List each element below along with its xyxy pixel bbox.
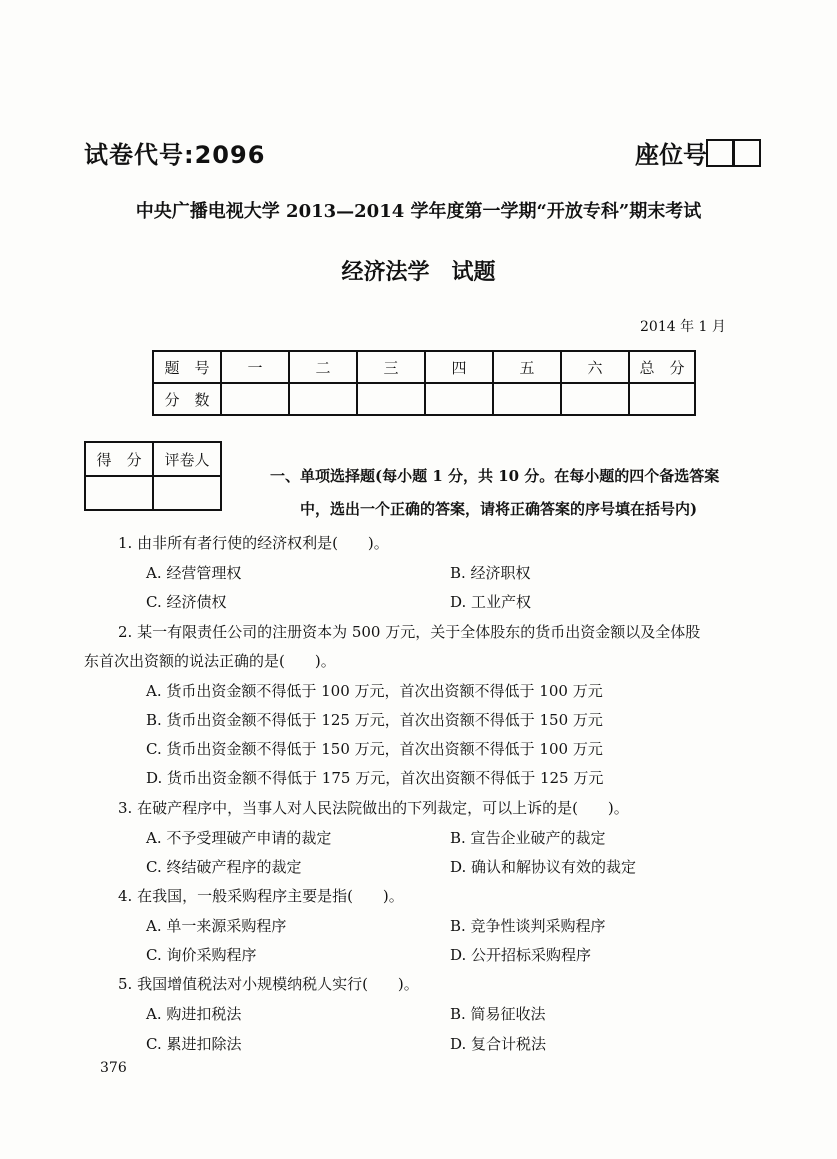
option-item: A. 经营管理权	[146, 564, 242, 582]
option-item: C. 累进扣除法	[146, 1035, 242, 1053]
score-table-cell: 题 号	[153, 351, 221, 383]
option-item: D. 公开招标采购程序	[450, 946, 592, 964]
score-entry-cell[interactable]	[357, 383, 425, 415]
score-entry-cell[interactable]	[629, 383, 695, 415]
seat-number	[635, 135, 761, 170]
option-item: D. 复合计税法	[450, 1035, 547, 1053]
score-table-cell: 总 分	[629, 351, 695, 383]
option-item: B. 宣告企业破产的裁定	[450, 829, 606, 847]
page-number: 376	[100, 1060, 127, 1076]
section-instructions-line2: 中，选出一个正确的答案，请将正确答案的序号填在括号内)	[300, 500, 698, 518]
option-item: B. 简易征收法	[450, 1005, 546, 1023]
question-stem: 5. 我国增值税法对小规模纳税人实行( )。	[118, 975, 419, 993]
option-item: A. 不予受理破产申请的裁定	[146, 829, 332, 847]
option-item: D. 货币出资金额不得低于 175 万元，首次出资额不得低于 125 万元	[146, 769, 604, 787]
subject-title: 经济法学 试题	[341, 259, 496, 285]
option-item: B. 经济职权	[450, 564, 531, 582]
grader-table-cell: 得 分	[85, 442, 153, 476]
question-stem: 2. 某一有限责任公司的注册资本为 500 万元，关于全体股东的货币出资金额以及全体股	[118, 623, 701, 641]
option-item: A. 单一来源采购程序	[146, 917, 287, 935]
seat-box-1[interactable]	[706, 139, 734, 167]
score-table-score-row	[153, 383, 695, 415]
section-instructions-line1: 一、单项选择题(每小题 1 分，共 10 分。在每小题的四个备选答案	[270, 467, 720, 485]
score-table-header-row	[153, 351, 695, 383]
score-entry-cell[interactable]	[561, 383, 629, 415]
seat-label: 座位号	[635, 141, 707, 169]
score-table-cell: 一	[221, 351, 289, 383]
option-item: A. 购进扣税法	[146, 1005, 242, 1023]
option-item: C. 货币出资金额不得低于 150 万元，首次出资额不得低于 100 万元	[146, 740, 603, 758]
score-entry-cell[interactable]	[221, 383, 289, 415]
question-stem: 4. 在我国，一般采购程序主要是指( )。	[118, 887, 404, 905]
score-table-cell: 三	[357, 351, 425, 383]
score-table-cell: 四	[425, 351, 493, 383]
grader-score-entry[interactable]	[85, 476, 153, 510]
score-table-cell: 二	[289, 351, 357, 383]
exam-date: 2014 年 1 月	[640, 319, 726, 335]
option-item: C. 终结破产程序的裁定	[146, 858, 302, 876]
score-entry-cell[interactable]	[493, 383, 561, 415]
score-entry-cell[interactable]	[425, 383, 493, 415]
option-item: D. 工业产权	[450, 593, 532, 611]
question-stem: 1. 由非所有者行使的经济权利是( )。	[118, 534, 389, 552]
option-item: B. 货币出资金额不得低于 125 万元，首次出资额不得低于 150 万元	[146, 711, 603, 729]
score-table-cell: 五	[493, 351, 561, 383]
grader-table-cell: 评卷人	[153, 442, 221, 476]
paper-code: 试卷代号:2096	[84, 141, 266, 169]
exam-title: 中央广播电视大学 2013—2014 学年度第一学期“开放专科”期末考试	[135, 201, 702, 222]
score-table-cell: 六	[561, 351, 629, 383]
seat-box-2[interactable]	[733, 139, 761, 167]
question-stem: 3. 在破产程序中，当事人对人民法院做出的下列裁定，可以上诉的是( )。	[118, 799, 629, 817]
option-item: C. 经济债权	[146, 593, 227, 611]
option-item: B. 竞争性谈判采购程序	[450, 917, 606, 935]
score-table	[152, 350, 696, 416]
score-table-cell: 分 数	[153, 383, 221, 415]
option-item: A. 货币出资金额不得低于 100 万元，首次出资额不得低于 100 万元	[146, 682, 603, 700]
grader-table	[84, 441, 222, 511]
option-item: D. 确认和解协议有效的裁定	[450, 858, 637, 876]
option-item: C. 询价采购程序	[146, 946, 257, 964]
grader-name-entry[interactable]	[153, 476, 221, 510]
score-entry-cell[interactable]	[289, 383, 357, 415]
question-stem-continued: 东首次出资额的说法正确的是( )。	[84, 652, 336, 670]
